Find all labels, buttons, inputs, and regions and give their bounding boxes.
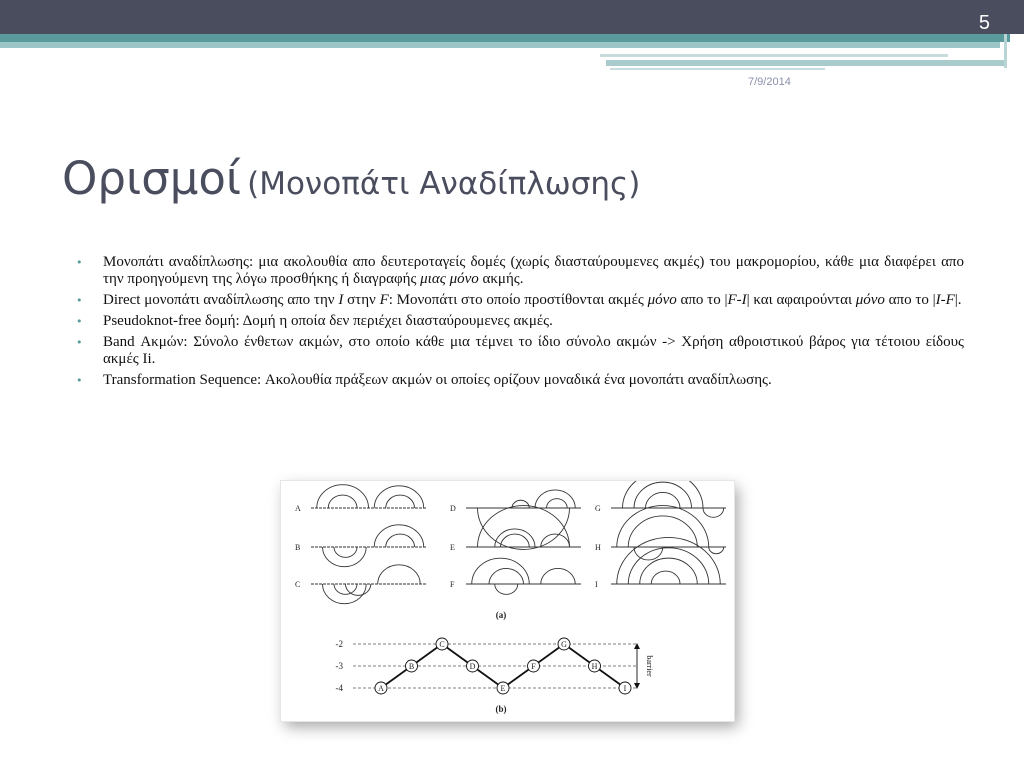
bullet-item (76, 372, 964, 389)
structure-arc (334, 547, 357, 557)
structure-arc (386, 534, 415, 547)
bullet-text: απο το | (884, 292, 936, 308)
structure-arc (617, 506, 709, 547)
bullet-marker: • (76, 294, 83, 307)
structure-arc (478, 508, 570, 549)
bullet-text: I (338, 292, 344, 308)
structure-arc (703, 508, 724, 517)
structure-arc (374, 486, 423, 508)
structure-arc (501, 534, 530, 547)
slide-date: 7/9/2014 (748, 76, 791, 88)
bullet-text: : Μονοπάτι στο οποίο προστίθονται ακμές (388, 292, 648, 308)
caption-b: (b) (495, 704, 507, 714)
header-bar (0, 0, 1024, 34)
bullet-text: F (379, 292, 389, 308)
structure-label: H (595, 543, 601, 552)
slide-title (62, 152, 640, 205)
structure-arc (378, 565, 421, 584)
bullet-text: στην (343, 292, 380, 308)
decor-line (606, 60, 1006, 66)
bullet-text: ακμής. (478, 271, 524, 287)
bullet-text: Transformation Sequence: Ακολουθία πράξεων ακμών οι οποίες ορίζουν μοναδικά ένα μονοπάτι αναδίπλωσης. (103, 372, 772, 388)
bullet-list (76, 254, 964, 393)
bullet-item (76, 292, 964, 309)
bullet-text: |. (954, 292, 962, 308)
bullet-marker: • (76, 374, 83, 387)
structure-arc (634, 482, 692, 508)
structure-label: I (595, 580, 598, 589)
decor-line (610, 68, 825, 70)
bullet-text: Band Ακμών: Σύνολο ένθετων ακμών, στο οποίο κάθε μια τέμνει το ίδιο σύνολο ακμών -> Χρήση αθροιστικού βάρος για τέτοιου είδους ακμές Ii. (103, 334, 964, 367)
structure-label: F (450, 580, 455, 589)
folding-path-figure (281, 481, 734, 721)
structure-label: D (450, 504, 456, 513)
structure-arc (386, 495, 415, 508)
structure-label: A (295, 504, 301, 513)
bullet-item (76, 334, 964, 368)
decor-line (1004, 34, 1007, 68)
header-stripe (0, 34, 1010, 42)
structure-arc (478, 506, 570, 547)
structure-arc (709, 547, 724, 554)
energy-level-label: -3 (335, 661, 343, 671)
energy-level-label: -2 (335, 639, 343, 649)
bullet-marker: • (76, 336, 83, 349)
structure-arc (328, 495, 357, 508)
structure-arc (628, 516, 697, 547)
bullet-item (76, 254, 964, 288)
header-stripe-light (0, 42, 1000, 48)
decor-line (600, 54, 948, 57)
path-node-label: D (469, 662, 476, 671)
bullet-text: μιας μόνο (420, 271, 479, 287)
path-node-label: G (561, 640, 567, 649)
bullet-text: μόνο (647, 292, 677, 308)
bullet-text: μόνο (855, 292, 885, 308)
structure-label: G (595, 504, 601, 513)
path-node-label: E (500, 684, 506, 693)
structure-label: E (450, 543, 455, 552)
path-node-label: I (623, 684, 627, 693)
structure-arc (323, 547, 367, 567)
structure-arc (374, 525, 423, 547)
structure-arc (317, 485, 369, 508)
barrier-label: barrier (645, 655, 654, 677)
bullet-text: I-F (935, 292, 955, 308)
structure-label: C (295, 580, 301, 589)
path-node-label: B (408, 662, 415, 671)
bullet-text: Μονοπάτι αναδίπλωσης: μια ακολουθία απο δευτεροταγείς δομές (χωρίς διασταύρουμενες ακμές) του μακρομορίου, κάθε μια διαφέρει απο την προηγούμενη της λόγω προσθήκης ή διαγραφής (103, 254, 964, 287)
title-sub: (Μονοπάτι Αναδίπλωσης) (247, 166, 641, 202)
bullet-text: F-I (727, 292, 747, 308)
bullet-text: Direct μονοπάτι αναδίπλωσης απο την (103, 292, 339, 308)
path-node-label: C (439, 640, 445, 649)
structure-arc (495, 584, 518, 594)
bullet-text: Pseudoknot-free δομή: Δομή η οποία δεν περιέχει διασταύρουμενες ακμές. (103, 313, 553, 329)
bullet-item (76, 313, 964, 330)
caption-a: (a) (495, 610, 507, 620)
bullet-marker: • (76, 256, 83, 269)
structure-arc (512, 500, 529, 508)
figure-svg (281, 481, 734, 721)
energy-level-label: -4 (335, 683, 343, 693)
slide-number: 5 (978, 12, 990, 34)
bullet-marker: • (76, 315, 83, 328)
path-node-label: A (378, 684, 384, 693)
structure-label: B (295, 543, 301, 552)
path-node-label: F (531, 662, 536, 671)
structure-arc (323, 584, 367, 604)
structure-arc (541, 568, 576, 584)
path-node-label: H (591, 662, 598, 671)
structure-arc (651, 571, 680, 584)
bullet-text: | και αφαιρούνται (746, 292, 856, 308)
structure-arc (547, 499, 568, 508)
title-main: Ορισμοί (62, 152, 242, 205)
bullet-text: απο το | (676, 292, 728, 308)
structure-arc (617, 537, 721, 584)
structure-arc (472, 558, 530, 584)
structure-arc (489, 568, 524, 584)
